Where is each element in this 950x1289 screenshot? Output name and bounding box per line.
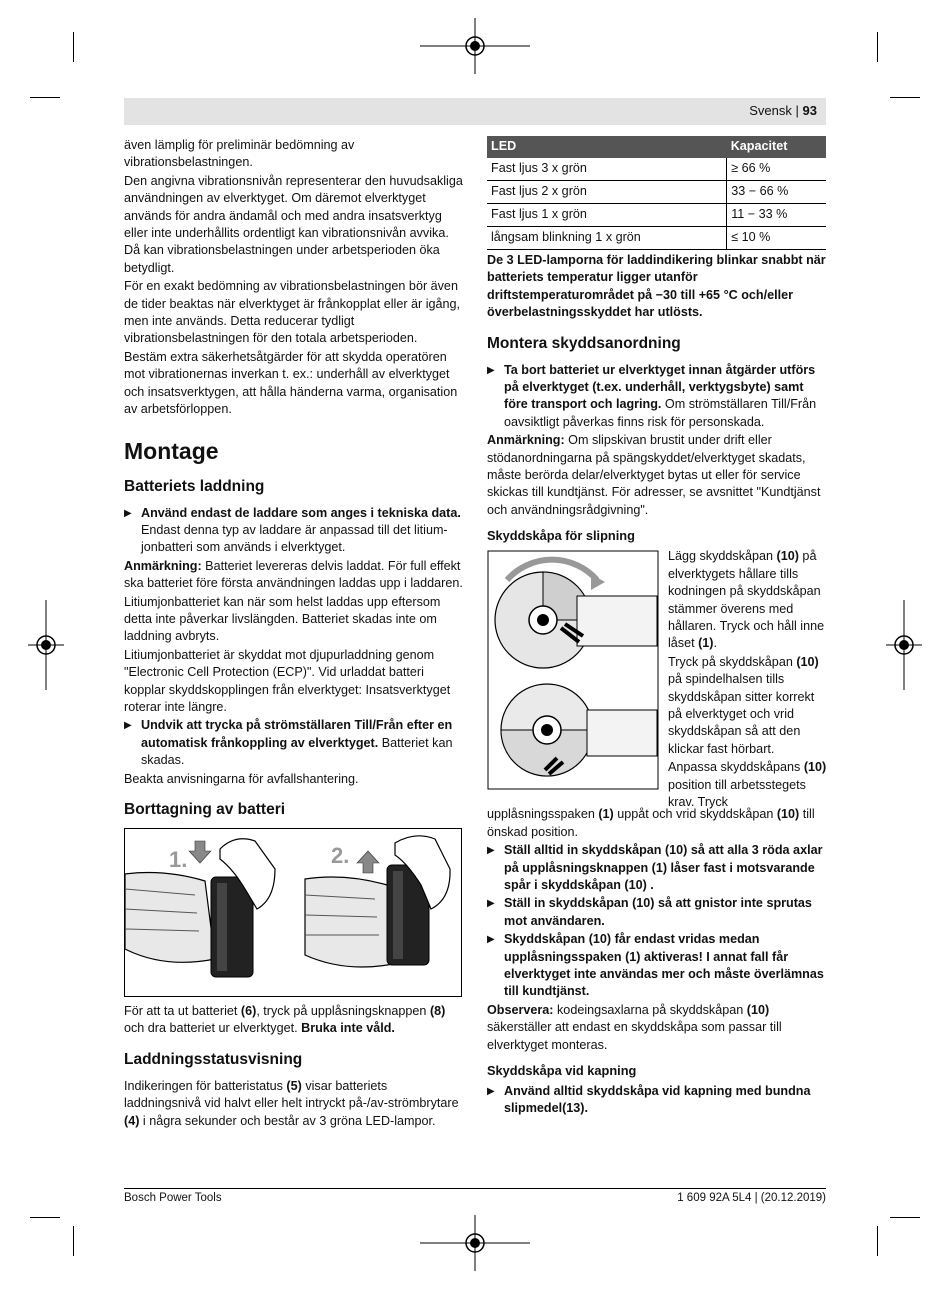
step-label: 1. (169, 847, 188, 872)
table-cell: ≤ 10 % (727, 227, 826, 250)
bullet-bold: Undvik att trycka på strömställaren Till/Från efter en automatisk frånkoppling av elverktyget. (141, 718, 453, 750)
paragraph: Bestäm extra säkerhetsåtgärder för att skydda operatören mot vibrationernas inverkan t. ex.: underhåll av elverktyget och insatsverktygen, att hålla händerna varma, organisation av arbetsförloppen. (124, 349, 458, 417)
paragraph: Litiumjonbatteriet kan när som helst laddas upp eftersom detta inte påverkar livslängden. Batteriet skadas inte om laddning avbryts. (124, 594, 441, 644)
paragraph: även lämplig för preliminär bedömning av vibrationsbelastningen. (124, 138, 355, 170)
header-text (749, 103, 817, 118)
guard-figure (487, 550, 659, 790)
battery-removal-figure (124, 828, 462, 997)
caption-text: För att ta ut batteriet (124, 1004, 241, 1018)
crop-mark (890, 1217, 920, 1218)
page-number: 93 (802, 103, 817, 118)
figure-caption (124, 1003, 464, 1038)
bullet-bold: Ställ alltid in skyddskåpan (10) så att alla 3 röda axlar på upplåsningsknappen (1) låser fast i motsvarande spår i skyddskåpan (10) . (504, 843, 823, 892)
footer-docid: 1 609 92A 5L4 | (20.12.2019) (677, 1192, 826, 1204)
right-column (487, 136, 827, 1119)
paragraph: Litiumjonbatteriet är skyddat mot djupurladdning genom "Electronic Cell Protection (ECP)". Vid urladdat batteri kopplar skyddskopplingen från elverktyget: Insatsverktyget roterar inte längre. (124, 647, 451, 714)
ref: (1) (598, 807, 614, 822)
caption-text: och dra batteriet ur elverktyget. (124, 1021, 302, 1036)
paragraph (668, 548, 828, 652)
header-language: Svensk (749, 103, 792, 118)
table-row (487, 227, 826, 250)
bullet-bold: Skyddskåpan (10) får endast vridas medan upplåsningsspaken (1) aktiveras! I annat fall får elverktyget inte användas mer och måste överlämnas till kundtjänst. (504, 932, 824, 999)
note-text: säkerställer att endast en skyddskåpa som passar till elverktyget monteras. (487, 1020, 782, 1052)
section-title: Montage (124, 437, 219, 464)
table-row (487, 204, 826, 227)
text: . (713, 636, 718, 651)
ref: (10) (803, 760, 827, 775)
paragraph (668, 759, 828, 811)
bullet-item (124, 505, 464, 557)
subsection-title: Laddningsstatusvisning (124, 1050, 303, 1068)
table-header: Kapacitet (727, 136, 826, 158)
table-row (487, 158, 826, 181)
caption-ref: (6) (240, 1004, 257, 1018)
note-label: Anmärkning: (124, 558, 202, 573)
minor-heading: Skyddskåpa för slipning (487, 528, 635, 544)
crop-mark (877, 1226, 878, 1256)
text: Indikeringen för batteristatus (124, 1078, 287, 1093)
bullet-item (487, 842, 827, 894)
bullet-bold: Ställ in skyddskåpan (10) så att gnistor inte sprutas mot användaren. (504, 896, 812, 928)
bullet-text: Batteriet kan skadas. (141, 735, 453, 768)
note-text: Om slipskivan brustit under drift eller stödanordningarna på spängskyddet/elverktyget skadats, måste berörda delar/elverktyget bytas ut eller för service skickas till kundtjänst. För adresser, se avsnittet "Kundtjänst och användningsrådgivning". (487, 433, 821, 517)
text: Lägg skyddskåpan (668, 549, 777, 564)
text: på elverktygets hållare tills kodningen på skyddskåpan stämmer överens med hållaren. Tryck och håll inne låset (668, 549, 825, 651)
registration-mark-icon (28, 600, 64, 690)
bullet-item (487, 1083, 827, 1118)
footer-brand: Bosch Power Tools (124, 1192, 222, 1204)
bullet-item (487, 931, 827, 1001)
caption-ref: (8) (429, 1004, 446, 1018)
warning-body: De 3 LED-lamporna för laddindikering blinkar snabbt när batteriets temperatur ligger utanför driftstemperaturområdet på −30 till +65 °C och/eller överbelastningsskyddet har utlösts. (487, 253, 826, 320)
triangle-right-icon: ▶ (124, 507, 132, 519)
text: visar batteriets laddningsnivå vid halvt eller helt intryckt på-/av-strömbrytare (124, 1078, 459, 1111)
bullet-item (487, 362, 827, 432)
ref: (10) (796, 654, 819, 669)
subsection-title: Batteriets laddning (124, 477, 265, 495)
note (124, 558, 464, 593)
table-header-row (487, 136, 826, 158)
ref: (10) (746, 1002, 770, 1017)
bullet-bold: Använd endast de laddare som anges i tekniska data. (141, 505, 461, 520)
crop-mark (73, 1226, 74, 1256)
subsection-title: Montera skyddsanordning (487, 334, 681, 352)
subsection-title: Borttagning av batteri (124, 801, 286, 818)
triangle-right-icon: ▶ (487, 1085, 495, 1097)
paragraph: Beakta anvisningarna för avfallshantering. (124, 771, 359, 786)
crop-mark (30, 97, 60, 98)
text: uppåt och vrid skyddskåpan (613, 807, 777, 822)
ref: (10) (776, 549, 799, 564)
led-table (487, 136, 826, 250)
bullet-bold: Använd alltid skyddskåpa vid kapning med bundna slipmedel(13). (504, 1083, 811, 1116)
paragraph: Den angivna vibrationsnivån representerar den huvudsakliga användningen av elverktyget. Om däremot elverktyget används för andra ändamål och med andra insatsverktyg eller inte underhållits ordentligt kan vibrationsnivån avvika. Då kan vibrationsbelastningen under arbetsperioden öka betydligt. (124, 173, 463, 275)
note-text: Batteriet levereras delvis laddat. För full effekt ska batteriet före första användningen laddas upp i laddaren. (124, 558, 463, 591)
bullet-item (487, 895, 827, 930)
text: till önskad position. (487, 807, 815, 839)
table-cell: långsam blinkning 1 x grön (487, 227, 727, 250)
table-cell: Fast ljus 3 x grön (487, 158, 727, 181)
paragraph (668, 654, 828, 758)
registration-mark-icon (420, 18, 530, 74)
page-header (124, 98, 826, 125)
crop-mark (30, 1217, 60, 1218)
triangle-right-icon: ▶ (124, 720, 132, 732)
text: på spindelhalsen tills skyddskåpan sitter korrekt på elverktyget och vrid skyddskåpan så att den klickar fast hörbart. (668, 672, 815, 756)
text: i några sekunder och består av 3 gröna LED-lampor. (139, 1113, 436, 1128)
note-text: kodeingsaxlarna på skyddskåpan (553, 1002, 747, 1017)
crop-mark (73, 32, 74, 62)
bullet-text: Om strömställaren Till/Från oavsiktligt påverkas finns risk för personskada. (504, 397, 817, 429)
table-cell: Fast ljus 2 x grön (487, 181, 727, 204)
triangle-right-icon: ▶ (487, 845, 495, 857)
table-row (487, 181, 826, 204)
step-label: 2. (331, 843, 350, 868)
battery-removal-illustration (125, 829, 461, 996)
guard-instructions (668, 548, 828, 812)
minor-heading: Skyddskåpa vid kapning (487, 1062, 637, 1078)
ref: (1) (698, 636, 714, 651)
text: upplåsningsspaken (487, 807, 599, 822)
table-cell: Fast ljus 1 x grön (487, 204, 727, 227)
note-label: Anmärkning: (487, 433, 565, 448)
table-cell: ≥ 66 % (727, 158, 826, 181)
note (487, 432, 827, 519)
triangle-right-icon: ▶ (487, 898, 495, 910)
ref: (5) (286, 1078, 302, 1093)
paragraph (124, 1078, 464, 1130)
registration-mark-icon (420, 1215, 530, 1271)
ref: (4) (124, 1113, 140, 1128)
bullet-text: Endast denna typ av laddare är anpassad till det litium-jonbatteri som används i elverktyget. (141, 522, 448, 555)
bullet-bold: Ta bort batteriet ur elverktyget innan åtgärder utförs på elverktyget (t.ex. underhåll, verktygsbyte) samt före transport och lagring. (504, 362, 816, 412)
header-separator: | (795, 103, 799, 118)
ref: (10) (776, 807, 800, 822)
footer-rule (124, 1188, 826, 1189)
caption-text: , tryck på upplåsningsknappen (256, 1004, 430, 1018)
registration-mark-icon (886, 600, 922, 690)
triangle-right-icon: ▶ (487, 364, 495, 376)
note (487, 1002, 827, 1054)
text: Tryck på skyddskåpan (668, 654, 797, 669)
triangle-right-icon: ▶ (487, 934, 495, 946)
table-header: LED (487, 136, 727, 158)
guard-illustration (487, 550, 659, 790)
guard-section (487, 548, 827, 809)
left-column (124, 137, 464, 1131)
text: Anpassa skyddskåpans (668, 760, 804, 775)
caption-warning: Bruka inte våld. (301, 1021, 395, 1036)
bullet-item (124, 717, 464, 769)
crop-mark (890, 97, 920, 98)
note-label: Observera: (487, 1002, 554, 1017)
table-cell: 33 − 66 % (727, 181, 826, 204)
warning-text (487, 252, 827, 322)
table-cell: 11 − 33 % (727, 204, 826, 227)
crop-mark (877, 32, 878, 62)
paragraph: För en exakt bedömning av vibrationsbelastningen bör även de tider beaktas när elverktyget är frånkopplat eller är igång, men inte används. Detta reducerar tydligt vibrationsbelastningen för den totala arbetsperioden. (124, 279, 461, 346)
text: position till arbetsstegets krav. Tryck (668, 777, 806, 809)
